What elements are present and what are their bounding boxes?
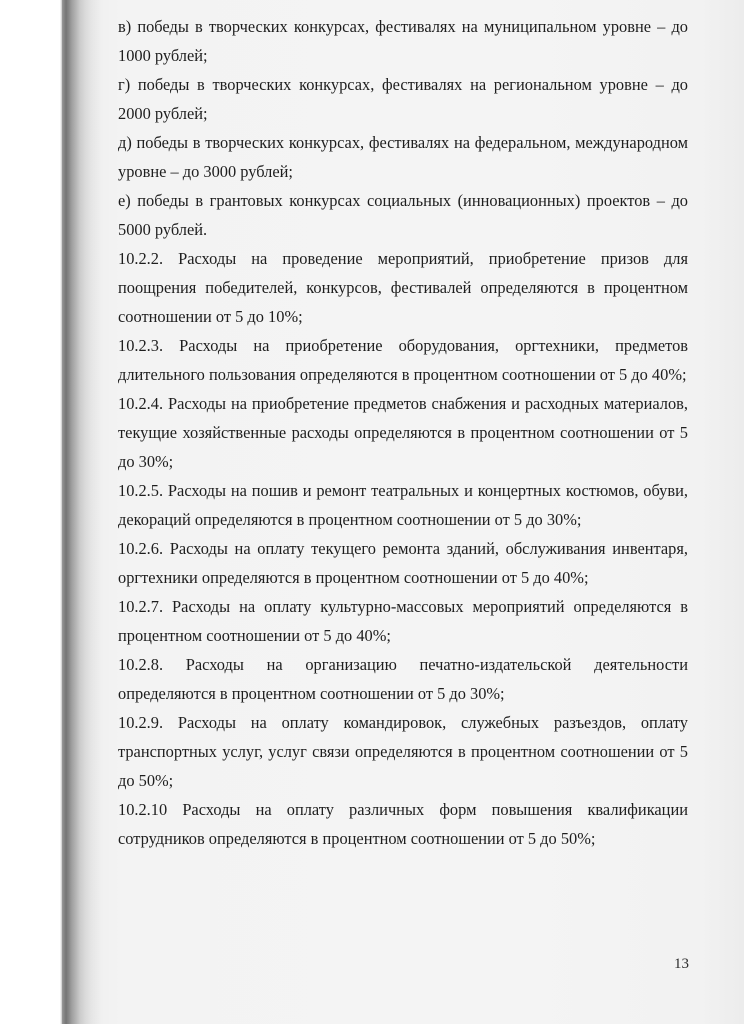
- clause-10-2-10: 10.2.10 Расходы на оплату различных форм повышения квалификации сотрудников определяются в процентном соотношении от 5 до 50%;: [118, 800, 688, 848]
- clause-10-2-4: 10.2.4. Расходы на приобретение предметов снабжения и расходных материалов, текущие хозяйственные расходы определяются в процентном соотношении от 5 до 30%;: [118, 394, 688, 471]
- document-body: [118, 12, 688, 853]
- paragraph-d-federal-prize: д) победы в творческих конкурсах, фестивалях на федеральном, международном уровне – до 3000 рублей;: [118, 133, 688, 181]
- paragraph-v-municipal-prize: в) победы в творческих конкурсах, фестивалях на муниципальном уровне – до 1000 рублей;: [118, 17, 688, 65]
- clause-10-2-2: 10.2.2. Расходы на проведение мероприятий, приобретение призов для поощрения победителей, конкурсов, фестивалей определяются в процентном соотношении от 5 до 10%;: [118, 249, 688, 326]
- paragraph-e-grant-prize: е) победы в грантовых конкурсах социальных (инновационных) проектов – до 5000 рублей.: [118, 191, 688, 239]
- paragraph-g-regional-prize: г) победы в творческих конкурсах, фестивалях на региональном уровне – до 2000 рублей;: [118, 75, 688, 123]
- clause-10-2-9: 10.2.9. Расходы на оплату командировок, служебных разъездов, оплату транспортных услуг, услуг связи определяются в процентном соотношении от 5 до 50%;: [118, 713, 688, 790]
- clause-10-2-3: 10.2.3. Расходы на приобретение оборудования, оргтехники, предметов длительного пользования определяются в процентном соотношении от 5 до 40%;: [118, 336, 688, 384]
- clause-10-2-8: 10.2.8. Расходы на организацию печатно-издательской деятельности определяются в процентном соотношении от 5 до 30%;: [118, 655, 688, 703]
- clause-10-2-5: 10.2.5. Расходы на пошив и ремонт театральных и концертных костюмов, обуви, декораций определяются в процентном соотношении от 5 до 30%;: [118, 481, 688, 529]
- binding-shadow: [62, 0, 102, 1024]
- page-number: 13: [674, 956, 689, 972]
- clause-10-2-6: 10.2.6. Расходы на оплату текущего ремонта зданий, обслуживания инвентаря, оргтехники определяются в процентном соотношении от 5 до 40%;: [118, 539, 688, 587]
- clause-10-2-7: 10.2.7. Расходы на оплату культурно-массовых мероприятий определяются в процентном соотношении от 5 до 40%;: [118, 597, 688, 645]
